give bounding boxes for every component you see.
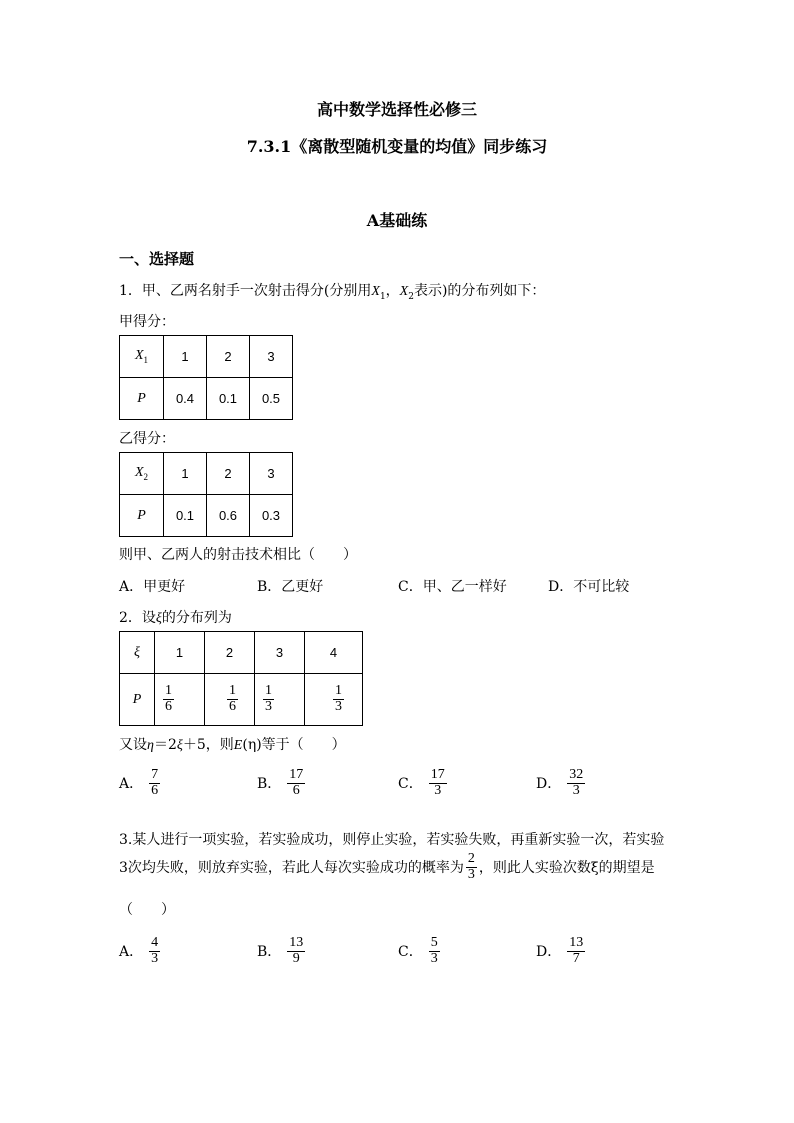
- q1-label-a: 甲得分：: [119, 314, 175, 330]
- table-header-p: P: [120, 495, 164, 537]
- q3-option-b: B． $\frac{13}{9}$: [257, 935, 304, 966]
- table-cell: 0.3: [250, 495, 293, 537]
- table-cell: 2: [207, 453, 250, 495]
- table-cell: 0.6: [207, 495, 250, 537]
- table-header-var: $X_1$: [120, 336, 164, 378]
- table-cell: 0.5: [250, 378, 293, 420]
- doc-title: 高中数学选择性必修三: [316, 100, 477, 119]
- q1-question: 则甲、乙两人的射击技术相比（ ）: [119, 547, 357, 563]
- table-cell: $\frac{1}{3}$: [305, 674, 363, 726]
- q1-option-c: C．甲、乙一样好: [398, 579, 507, 595]
- q2-stem: 2．设ξ的分布列为: [119, 610, 232, 626]
- q2-table: [119, 631, 363, 726]
- doc-subtitle: 7.3.1《离散型随机变量的均值》同步练习: [246, 137, 548, 156]
- q1-table-b: [119, 452, 293, 537]
- q3-option-a: A． $\frac{4}{3}$: [119, 935, 159, 966]
- table-header-p: P: [120, 378, 164, 420]
- q1-option-d: D．不可比较: [548, 579, 630, 595]
- table-cell: 0.1: [207, 378, 250, 420]
- table-cell: 0.4: [164, 378, 207, 420]
- table-cell: 2: [205, 632, 255, 674]
- q2-option-d: D． $\frac{32}{3}$: [536, 767, 584, 798]
- q3-line2: 3次均失败，则放弃实验，若此人每次实验成功的概率为 $\frac{2}{3}$ ，则此人实验次数ξ的期望是: [119, 851, 655, 882]
- table-header-p: P: [120, 674, 155, 726]
- q1-table-a: [119, 335, 293, 420]
- q2-option-c: C． $\frac{17}{3}$: [398, 767, 445, 798]
- q3-line1: 3.某人进行一项实验，若实验成功，则停止实验，若实验失败，再重新实验一次，若实验: [119, 832, 665, 848]
- table-cell: $\frac{1}{3}$: [255, 674, 305, 726]
- q2-option-a: A． $\frac{7}{6}$: [119, 767, 159, 798]
- table-cell: $\frac{1}{6}$: [155, 674, 205, 726]
- q3-option-c: C． $\frac{5}{3}$: [398, 935, 438, 966]
- table-header-var: $X_2$: [120, 453, 164, 495]
- level-heading: A基础练: [366, 211, 428, 230]
- table-header-var: ξ: [120, 632, 155, 674]
- table-cell: 1: [155, 632, 205, 674]
- table-cell: 1: [164, 453, 207, 495]
- section-title: 一、选择题: [119, 250, 195, 268]
- table-cell: 4: [305, 632, 363, 674]
- q3-option-d: D． $\frac{13}{7}$: [536, 935, 584, 966]
- q2-line2: 又设η＝2ξ＋5，则E(η)等于（ ）: [119, 737, 346, 753]
- table-cell: 3: [250, 336, 293, 378]
- q2-option-b: B． $\frac{17}{6}$: [257, 767, 304, 798]
- q1-stem: 1．甲、乙两名射手一次射击得分(分别用$X_1$，$X_2$表示)的分布列如下：: [119, 283, 546, 302]
- table-cell: $\frac{1}{6}$: [205, 674, 255, 726]
- q1-option-a: A．甲更好: [119, 579, 186, 595]
- table-cell: 2: [207, 336, 250, 378]
- q1-label-b: 乙得分：: [119, 431, 175, 447]
- table-cell: 3: [250, 453, 293, 495]
- table-cell: 0.1: [164, 495, 207, 537]
- q3-line3: （ ）: [119, 902, 175, 918]
- q1-option-b: B．乙更好: [257, 579, 324, 595]
- table-cell: 1: [164, 336, 207, 378]
- table-cell: 3: [255, 632, 305, 674]
